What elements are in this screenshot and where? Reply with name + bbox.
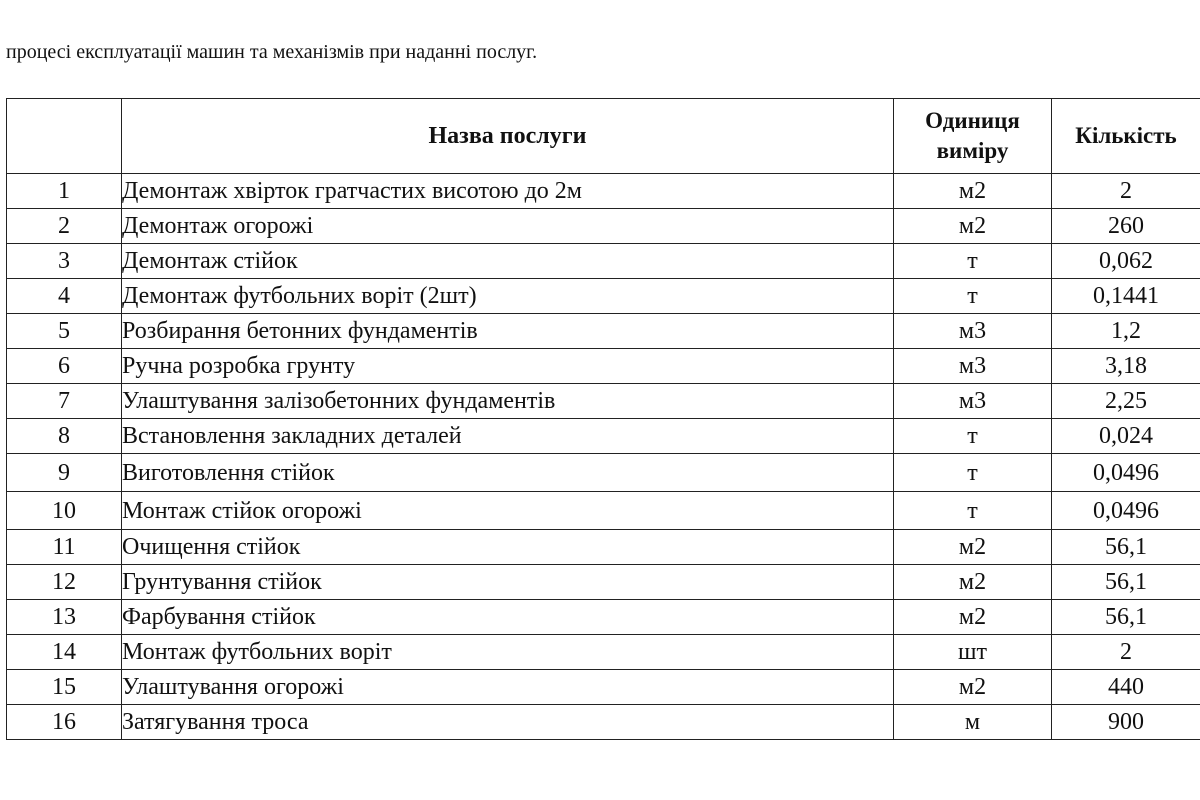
row-unit: м [894, 705, 1052, 740]
row-quantity: 260 [1052, 209, 1200, 244]
table-row [7, 279, 1200, 314]
header-number [7, 99, 122, 174]
row-quantity: 1,2 [1052, 314, 1200, 349]
row-unit: шт [894, 635, 1052, 670]
header-service-name: Назва послуги [122, 99, 894, 174]
table-row [7, 244, 1200, 279]
row-quantity: 440 [1052, 670, 1200, 705]
row-service-name: Очищення стійок [122, 530, 894, 565]
table-row [7, 492, 1200, 530]
row-number: 8 [7, 419, 122, 454]
row-service-name: Грунтування стійок [122, 565, 894, 600]
row-service-name: Улаштування залізобетонних фундаментів [122, 384, 894, 419]
row-quantity: 0,024 [1052, 419, 1200, 454]
row-service-name: Ручна розробка грунту [122, 349, 894, 384]
table-row [7, 705, 1200, 740]
table-row [7, 349, 1200, 384]
row-quantity: 2,25 [1052, 384, 1200, 419]
row-service-name: Фарбування стійок [122, 600, 894, 635]
services-table [6, 98, 1200, 740]
row-service-name: Виготовлення стійок [122, 454, 894, 492]
table-row [7, 209, 1200, 244]
header-quantity: Кількість [1052, 99, 1200, 174]
row-unit: т [894, 244, 1052, 279]
row-number: 11 [7, 530, 122, 565]
row-number: 2 [7, 209, 122, 244]
table-row [7, 384, 1200, 419]
row-number: 9 [7, 454, 122, 492]
row-quantity: 0,0496 [1052, 454, 1200, 492]
row-service-name: Встановлення закладних деталей [122, 419, 894, 454]
table-row [7, 454, 1200, 492]
row-unit: м2 [894, 174, 1052, 209]
row-unit: т [894, 419, 1052, 454]
row-unit: м2 [894, 209, 1052, 244]
row-quantity: 3,18 [1052, 349, 1200, 384]
table-row [7, 530, 1200, 565]
intro-text: процесі експлуатації машин та механізмів при наданні послуг. [6, 41, 538, 63]
row-quantity: 0,062 [1052, 244, 1200, 279]
row-unit: м2 [894, 565, 1052, 600]
row-service-name: Монтаж футбольних воріт [122, 635, 894, 670]
row-number: 10 [7, 492, 122, 530]
row-number: 5 [7, 314, 122, 349]
row-number: 4 [7, 279, 122, 314]
row-number: 1 [7, 174, 122, 209]
row-service-name: Демонтаж футбольних воріт (2шт) [122, 279, 894, 314]
row-service-name: Монтаж стійок огорожі [122, 492, 894, 530]
row-number: 6 [7, 349, 122, 384]
table-row [7, 635, 1200, 670]
table-row [7, 600, 1200, 635]
table-row [7, 314, 1200, 349]
row-number: 7 [7, 384, 122, 419]
row-service-name: Демонтаж стійок [122, 244, 894, 279]
row-unit: м2 [894, 600, 1052, 635]
header-unit-line2: виміру [936, 138, 1009, 163]
header-unit-line1: Одиниця [925, 108, 1020, 133]
table-header-row [7, 99, 1200, 174]
row-service-name: Улаштування огорожі [122, 670, 894, 705]
row-number: 14 [7, 635, 122, 670]
row-number: 13 [7, 600, 122, 635]
row-quantity: 56,1 [1052, 530, 1200, 565]
row-unit: м3 [894, 384, 1052, 419]
table-row [7, 670, 1200, 705]
row-unit: м3 [894, 349, 1052, 384]
row-unit: т [894, 454, 1052, 492]
row-quantity: 0,0496 [1052, 492, 1200, 530]
row-quantity: 0,1441 [1052, 279, 1200, 314]
table-row [7, 419, 1200, 454]
row-quantity: 900 [1052, 705, 1200, 740]
row-unit: м2 [894, 670, 1052, 705]
row-service-name: Демонтаж огорожі [122, 209, 894, 244]
table-row [7, 565, 1200, 600]
row-quantity: 2 [1052, 635, 1200, 670]
row-unit: т [894, 492, 1052, 530]
header-unit [894, 99, 1052, 174]
row-service-name: Розбирання бетонних фундаментів [122, 314, 894, 349]
row-quantity: 2 [1052, 174, 1200, 209]
row-service-name: Затягування троса [122, 705, 894, 740]
row-quantity: 56,1 [1052, 600, 1200, 635]
row-unit: м2 [894, 530, 1052, 565]
row-quantity: 56,1 [1052, 565, 1200, 600]
table-row [7, 174, 1200, 209]
row-unit: т [894, 279, 1052, 314]
row-number: 12 [7, 565, 122, 600]
row-service-name: Демонтаж хвірток гратчастих висотою до 2м [122, 174, 894, 209]
row-number: 15 [7, 670, 122, 705]
row-unit: м3 [894, 314, 1052, 349]
row-number: 16 [7, 705, 122, 740]
row-number: 3 [7, 244, 122, 279]
